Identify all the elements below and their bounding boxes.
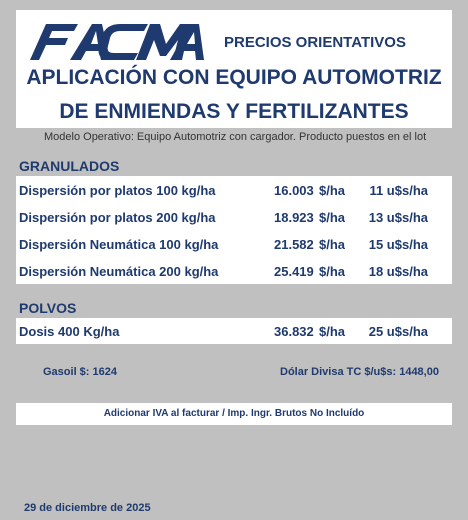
row-unit: $/ha [319,183,346,198]
row-name: Dispersión por platos 200 kg/ha [19,210,216,225]
date-label: 29 de diciembre de 2025 [24,502,151,514]
row-unit: $/ha [319,324,346,339]
subtitle: PRECIOS ORIENTATIVOS [224,34,406,51]
header-panel [16,10,452,128]
iva-note-box [16,403,452,425]
model-description: Modelo Operativo: Equipo Automotriz con cargador. Producto puestos en el lot [44,131,427,143]
row-name: Dispersión Neumática 100 kg/ha [19,237,219,252]
section-polvos: POLVOS [19,300,77,316]
polvos-table [16,318,452,344]
row-price: 21.582 [274,237,314,252]
dollar-rate: Dólar Divisa TC $/u$s: 1448,00 [280,366,439,378]
row-usd: 25 u$s/ha [368,324,428,339]
page-title-line1: APLICACIÓN CON EQUIPO AUTOMOTRIZ [26,66,442,89]
facma-logo [24,22,204,62]
table-row [16,230,452,257]
row-price: 36.832 [274,324,314,339]
iva-note: Adicionar IVA al facturar / Imp. Ingr. Brutos No Incluído [103,408,365,419]
granulados-table [16,176,452,284]
row-usd: 11 u$s/ha [369,183,428,198]
row-name: Dosis 400 Kg/ha [19,324,120,339]
row-usd: 18 u$s/ha [368,264,428,279]
row-unit: $/ha [319,237,346,252]
page-title-line2: DE ENMIENDAS Y FERTILIZANTES [59,100,409,123]
table-row [16,203,452,230]
table-row [16,318,452,345]
row-usd: 13 u$s/ha [368,210,428,225]
row-unit: $/ha [319,210,346,225]
table-row [16,176,452,203]
row-price: 25.419 [274,264,314,279]
row-name: Dispersión Neumática 200 kg/ha [19,264,219,279]
row-name: Dispersión por platos 100 kg/ha [19,183,216,198]
row-price: 18.923 [274,210,314,225]
section-granulados: GRANULADOS [19,158,120,174]
row-unit: $/ha [319,264,346,279]
row-usd: 15 u$s/ha [368,237,428,252]
row-price: 16.003 [274,183,314,198]
gasoil-price: Gasoil $: 1624 [43,366,117,378]
table-row [16,257,452,284]
